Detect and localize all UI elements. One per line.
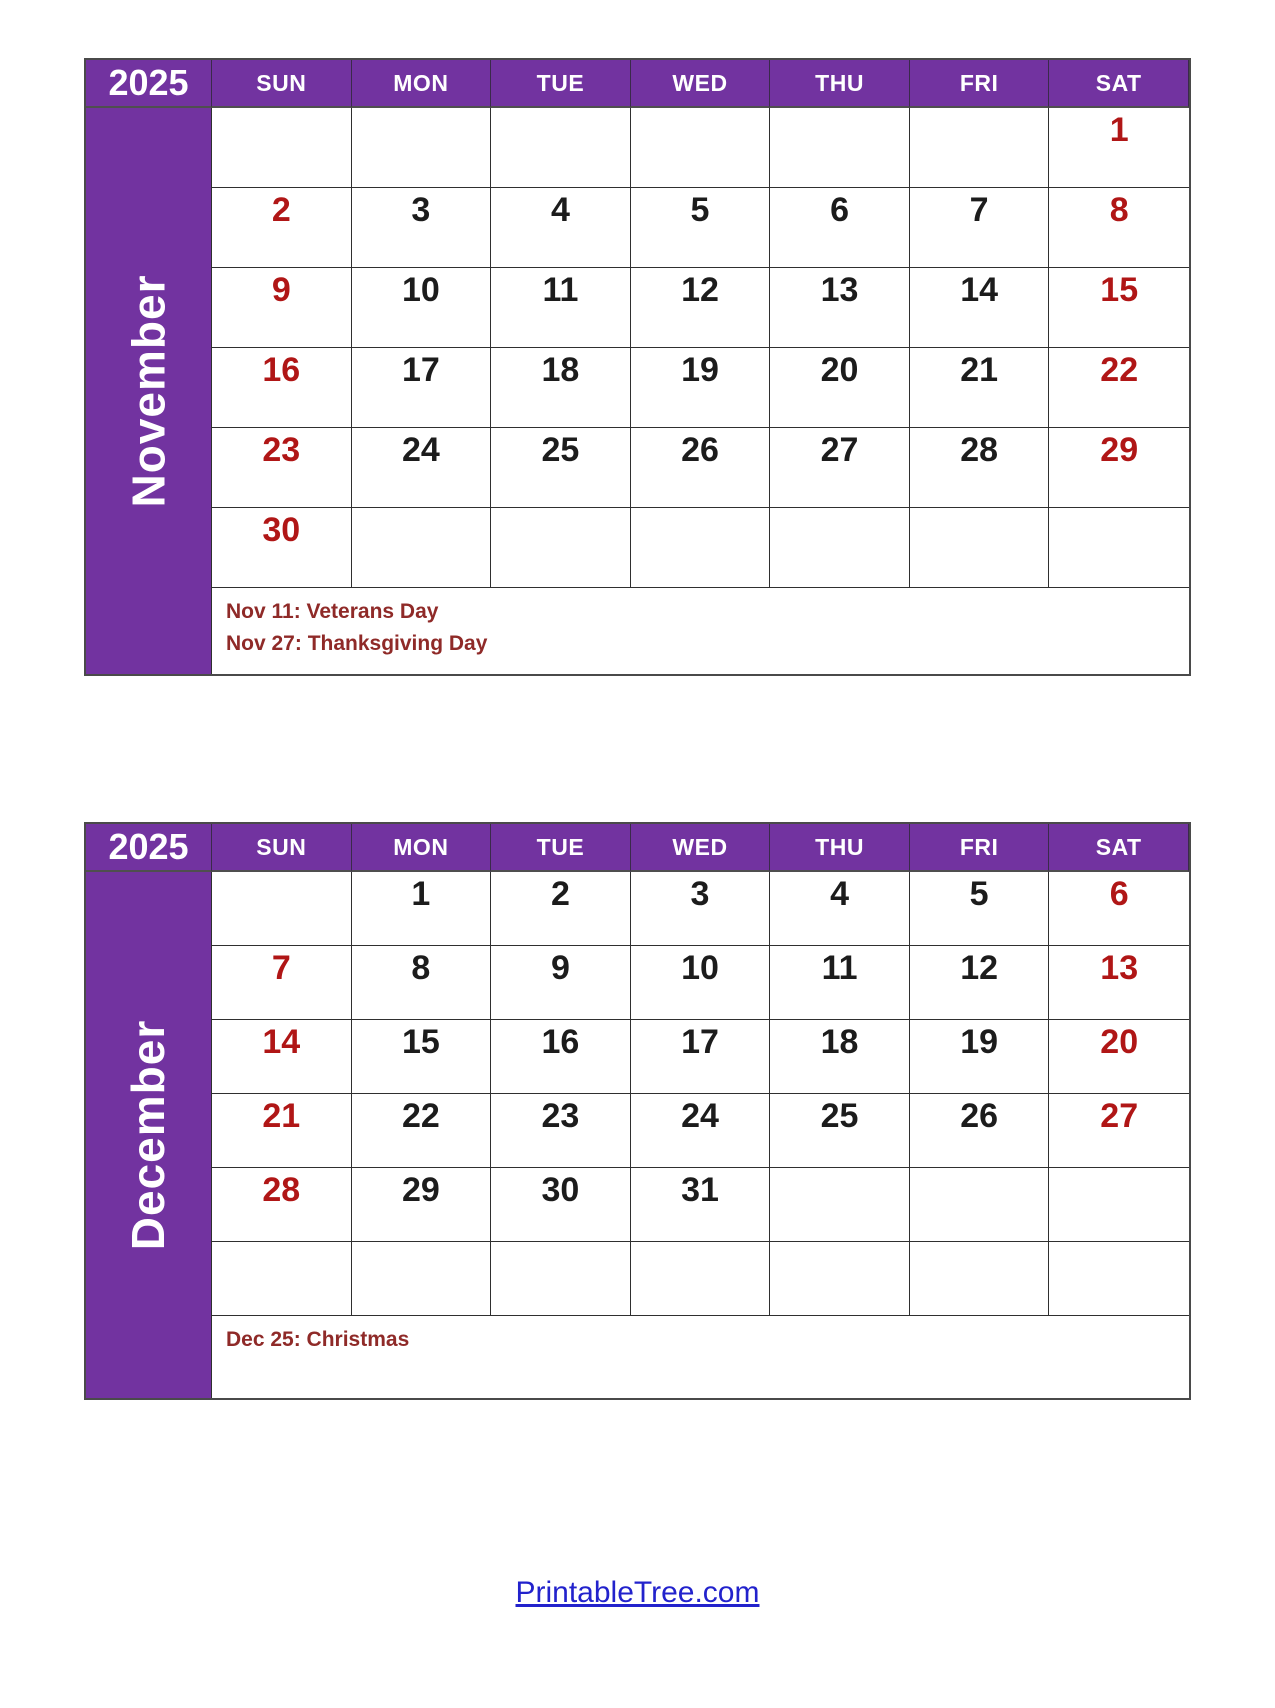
date-cell: 30 [212, 508, 352, 588]
date-cell: 1 [1049, 108, 1189, 188]
day-header-wed: WED [631, 824, 771, 872]
date-cell: 20 [770, 348, 910, 428]
date-cell: 8 [352, 946, 492, 1020]
date-cell [212, 1242, 352, 1316]
date-cell: 10 [631, 946, 771, 1020]
date-cell: 7 [910, 188, 1050, 268]
date-cell [910, 1168, 1050, 1242]
day-header-sat: SAT [1049, 60, 1189, 108]
year-label: 2025 [86, 60, 212, 108]
month-label: December [122, 1019, 175, 1251]
date-cell: 15 [1049, 268, 1189, 348]
holiday-notes [212, 1316, 1189, 1398]
date-cell: 31 [631, 1168, 771, 1242]
date-cell: 2 [212, 188, 352, 268]
holiday-notes [212, 588, 1189, 674]
month-sidebar [86, 108, 212, 674]
date-cell [910, 508, 1050, 588]
date-cell: 3 [631, 872, 771, 946]
date-cell: 6 [1049, 872, 1189, 946]
date-cell [770, 108, 910, 188]
day-header-mon: MON [352, 824, 492, 872]
date-cell [352, 1242, 492, 1316]
day-header-mon: MON [352, 60, 492, 108]
year-label: 2025 [86, 824, 212, 872]
date-cell: 15 [352, 1020, 492, 1094]
date-cell: 3 [352, 188, 492, 268]
date-cell [631, 108, 771, 188]
date-cell: 29 [1049, 428, 1189, 508]
holiday-note: Nov 27: Thanksgiving Day [226, 631, 488, 655]
date-cell: 4 [770, 872, 910, 946]
date-cell: 25 [770, 1094, 910, 1168]
date-cell: 5 [910, 872, 1050, 946]
footer [0, 1576, 1275, 1610]
date-cell: 28 [212, 1168, 352, 1242]
date-cell [1049, 508, 1189, 588]
date-cell: 2 [491, 872, 631, 946]
day-header-sun: SUN [212, 60, 352, 108]
date-cell: 13 [1049, 946, 1189, 1020]
date-cell: 21 [910, 348, 1050, 428]
date-cell: 27 [1049, 1094, 1189, 1168]
date-cell: 27 [770, 428, 910, 508]
date-cell: 16 [212, 348, 352, 428]
date-cell: 4 [491, 188, 631, 268]
date-cell: 17 [631, 1020, 771, 1094]
date-cell: 24 [631, 1094, 771, 1168]
day-header-fri: FRI [910, 824, 1050, 872]
date-cell [631, 508, 771, 588]
date-cell [352, 108, 492, 188]
date-cell: 13 [770, 268, 910, 348]
date-cell: 19 [631, 348, 771, 428]
date-cell: 17 [352, 348, 492, 428]
day-header-tue: TUE [491, 824, 631, 872]
date-cell: 21 [212, 1094, 352, 1168]
day-header-sun: SUN [212, 824, 352, 872]
day-header-thu: THU [770, 824, 910, 872]
date-cell [910, 1242, 1050, 1316]
date-cell: 18 [491, 348, 631, 428]
date-cell: 12 [910, 946, 1050, 1020]
date-cell: 19 [910, 1020, 1050, 1094]
date-cell: 23 [491, 1094, 631, 1168]
date-cell: 11 [770, 946, 910, 1020]
date-cell: 7 [212, 946, 352, 1020]
date-cell: 22 [1049, 348, 1189, 428]
date-cell [1049, 1168, 1189, 1242]
month-label: November [122, 274, 175, 508]
date-cell [770, 508, 910, 588]
date-cell: 10 [352, 268, 492, 348]
month-sidebar [86, 872, 212, 1398]
november-calendar [84, 58, 1191, 676]
day-header-tue: TUE [491, 60, 631, 108]
date-cell [1049, 1242, 1189, 1316]
date-cell: 22 [352, 1094, 492, 1168]
date-cell [770, 1242, 910, 1316]
december-calendar [84, 822, 1191, 1400]
date-cell: 20 [1049, 1020, 1189, 1094]
date-cell [491, 508, 631, 588]
date-cell [631, 1242, 771, 1316]
date-cell: 26 [910, 1094, 1050, 1168]
day-header-fri: FRI [910, 60, 1050, 108]
date-cell [352, 508, 492, 588]
date-cell: 9 [491, 946, 631, 1020]
date-cell: 28 [910, 428, 1050, 508]
date-cell: 8 [1049, 188, 1189, 268]
date-cell: 14 [910, 268, 1050, 348]
date-cell [491, 1242, 631, 1316]
date-cell: 26 [631, 428, 771, 508]
date-cell: 5 [631, 188, 771, 268]
date-cell: 12 [631, 268, 771, 348]
date-cell [212, 872, 352, 946]
date-cell [770, 1168, 910, 1242]
date-cell: 23 [212, 428, 352, 508]
date-cell: 30 [491, 1168, 631, 1242]
date-cell: 14 [212, 1020, 352, 1094]
footer-link[interactable]: PrintableTree.com [515, 1576, 760, 1609]
holiday-note: Dec 25: Christmas [226, 1328, 410, 1351]
date-cell: 18 [770, 1020, 910, 1094]
date-cell: 24 [352, 428, 492, 508]
day-header-wed: WED [631, 60, 771, 108]
day-header-thu: THU [770, 60, 910, 108]
page [0, 58, 1275, 1708]
date-cell: 11 [491, 268, 631, 348]
date-cell [910, 108, 1050, 188]
date-cell [491, 108, 631, 188]
date-cell [212, 108, 352, 188]
holiday-note: Nov 11: Veterans Day [226, 600, 439, 623]
date-cell: 25 [491, 428, 631, 508]
date-cell: 1 [352, 872, 492, 946]
day-header-sat: SAT [1049, 824, 1189, 872]
date-cell: 16 [491, 1020, 631, 1094]
date-cell: 6 [770, 188, 910, 268]
date-cell: 29 [352, 1168, 492, 1242]
date-cell: 9 [212, 268, 352, 348]
